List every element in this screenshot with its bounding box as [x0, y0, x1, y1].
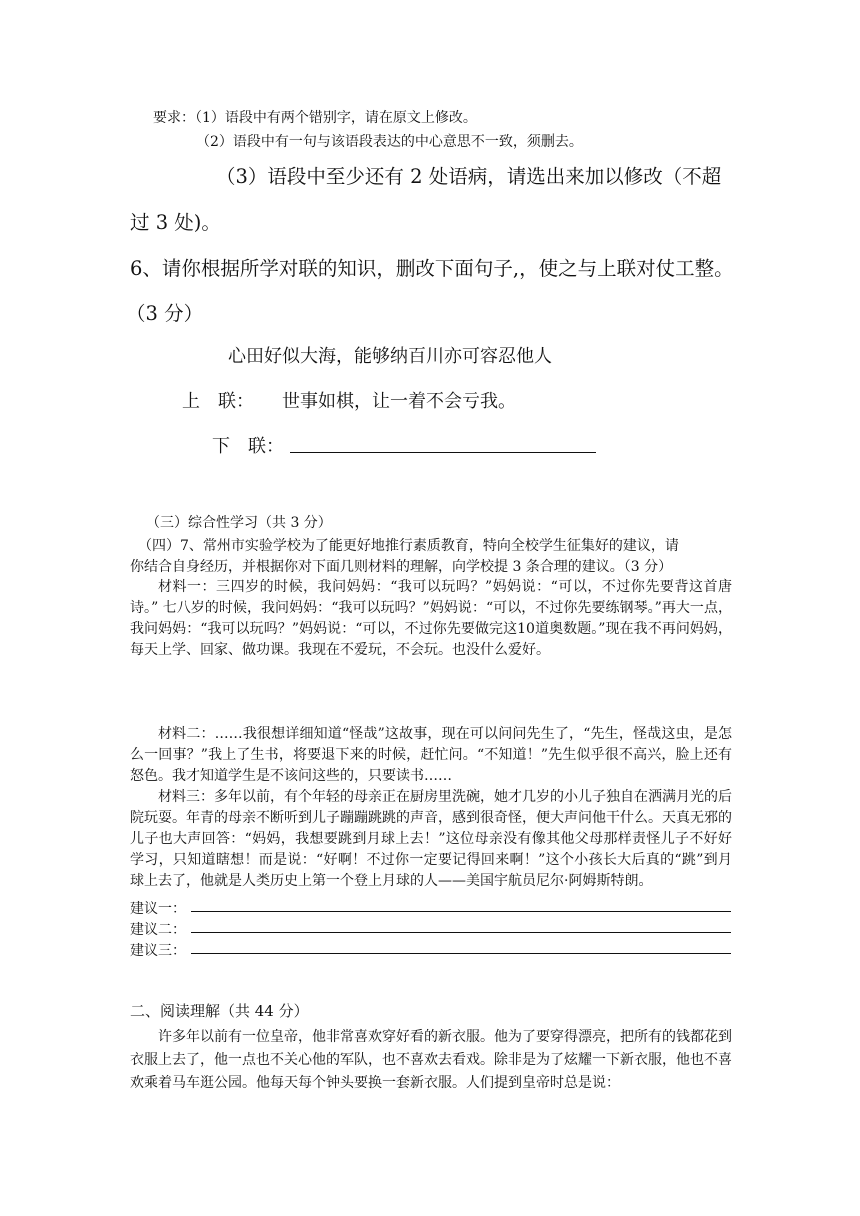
- material-1: 材料一：三四岁的时候，我问妈妈：“我可以玩吗？”妈妈说：“可以，不过你先要背这首唐诗。” 七八岁的时候，我问妈妈：“我可以玩吗？”妈妈说：“可以，不过你先要练钢琴。”再大一点，我问妈妈：“我可以玩吗？”妈妈说：“可以，不过你先要做完这10道奥数题。”现在我不再问妈妈，每天上学、回家、做功课。我现在不爱玩，不会玩。也没什么爱好。: [130, 579, 732, 658]
- suggestion-1-label: 建议一：: [130, 901, 186, 917]
- material-2: 材料二：……我很想详细知道“怪哉”这故事，现在可以问问先生了，“先生，怪哉这虫，是怎么一回事？”我上了生书，将要退下来的时候，赶忙问。“不知道！”先生似乎很不高兴，脸上还有怒色。我才知道学生是不该问这些的，只要读书……: [130, 726, 732, 784]
- material-3: 材料三：多年以前，有个年轻的母亲正在厨房里洗碗，她才几岁的小儿子独自在洒满月光的后院玩耍。年青的母亲不断听到儿子蹦蹦跳跳的声音，感到很奇怪，便大声问他干什么。天真无邪的儿子也大声回答：“妈妈，我想要跳到月球上去！”这位母亲没有像其他父母那样责怪儿子不好好学习，只知道瞎想！而是说：“好啊！不过你一定要记得回来啊！”这个小孩长大后真的“跳”到月球上去了，他就是人类历史上第一个登上月球的人——美国宇航员尼尔·阿姆斯特朗。: [130, 789, 732, 889]
- question-6-score: （3 分）: [126, 302, 204, 325]
- section-3-title: （三）综合性学习（共 3 分）: [146, 515, 332, 531]
- reading-passage: 许多年以前有一位皇帝，他非常喜欢穿好看的新衣服。他为了要穿得漂亮，把所有的钱都花到衣服上去了，他一点也不关心他的军队，也不喜欢去看戏。除非是为了炫耀一下新衣服，他也不喜欢乘着马车逛公园。他每天每个钟头要换一套新衣服。人们提到皇帝时总是说：: [130, 1029, 732, 1091]
- part-2-title: 二、阅读理解（共 44 分）: [130, 1002, 309, 1020]
- upper-couplet-label: 上 联：: [182, 391, 254, 412]
- suggestion-2-answer-line[interactable]: [191, 932, 731, 933]
- requirement-1: 要求：（1）语段中有两个错别字，请在原文上修改。: [153, 110, 477, 126]
- question-6-sentence: 心田好似大海，能够纳百川亦可容忍他人: [228, 346, 552, 367]
- requirement-2: （2）语段中有一句与该语段表达的中心意思不一致，须删去。: [196, 134, 583, 150]
- question-7-line1: （四）7、常州市实验学校为了能更好地推行素质教育，特向全校学生征集好的建议，请: [138, 538, 679, 554]
- lower-couplet-answer-line[interactable]: [290, 452, 596, 453]
- lower-couplet-label: 下 联：: [212, 436, 284, 457]
- suggestion-3-answer-line[interactable]: [191, 953, 731, 954]
- requirement-3-line1: （3）语段中至少还有 2 处语病，请选出来加以修改（不超: [216, 165, 722, 188]
- upper-couplet-text: 世事如棋，让一着不会亏我。: [282, 391, 516, 412]
- question-6-prompt: 6、请你根据所学对联的知识，删改下面句子,，使之与上联对仗工整。: [130, 257, 734, 280]
- suggestion-1-answer-line[interactable]: [191, 911, 731, 912]
- requirement-3-line2: 过 3 处)。: [130, 211, 221, 234]
- question-7-line2: 你结合自身经历，并根据你对下面几则材料的理解，向学校提 3 条合理的建议。（3 分）: [130, 559, 673, 575]
- suggestion-3-label: 建议三：: [130, 943, 186, 959]
- suggestion-2-label: 建议二：: [130, 922, 186, 938]
